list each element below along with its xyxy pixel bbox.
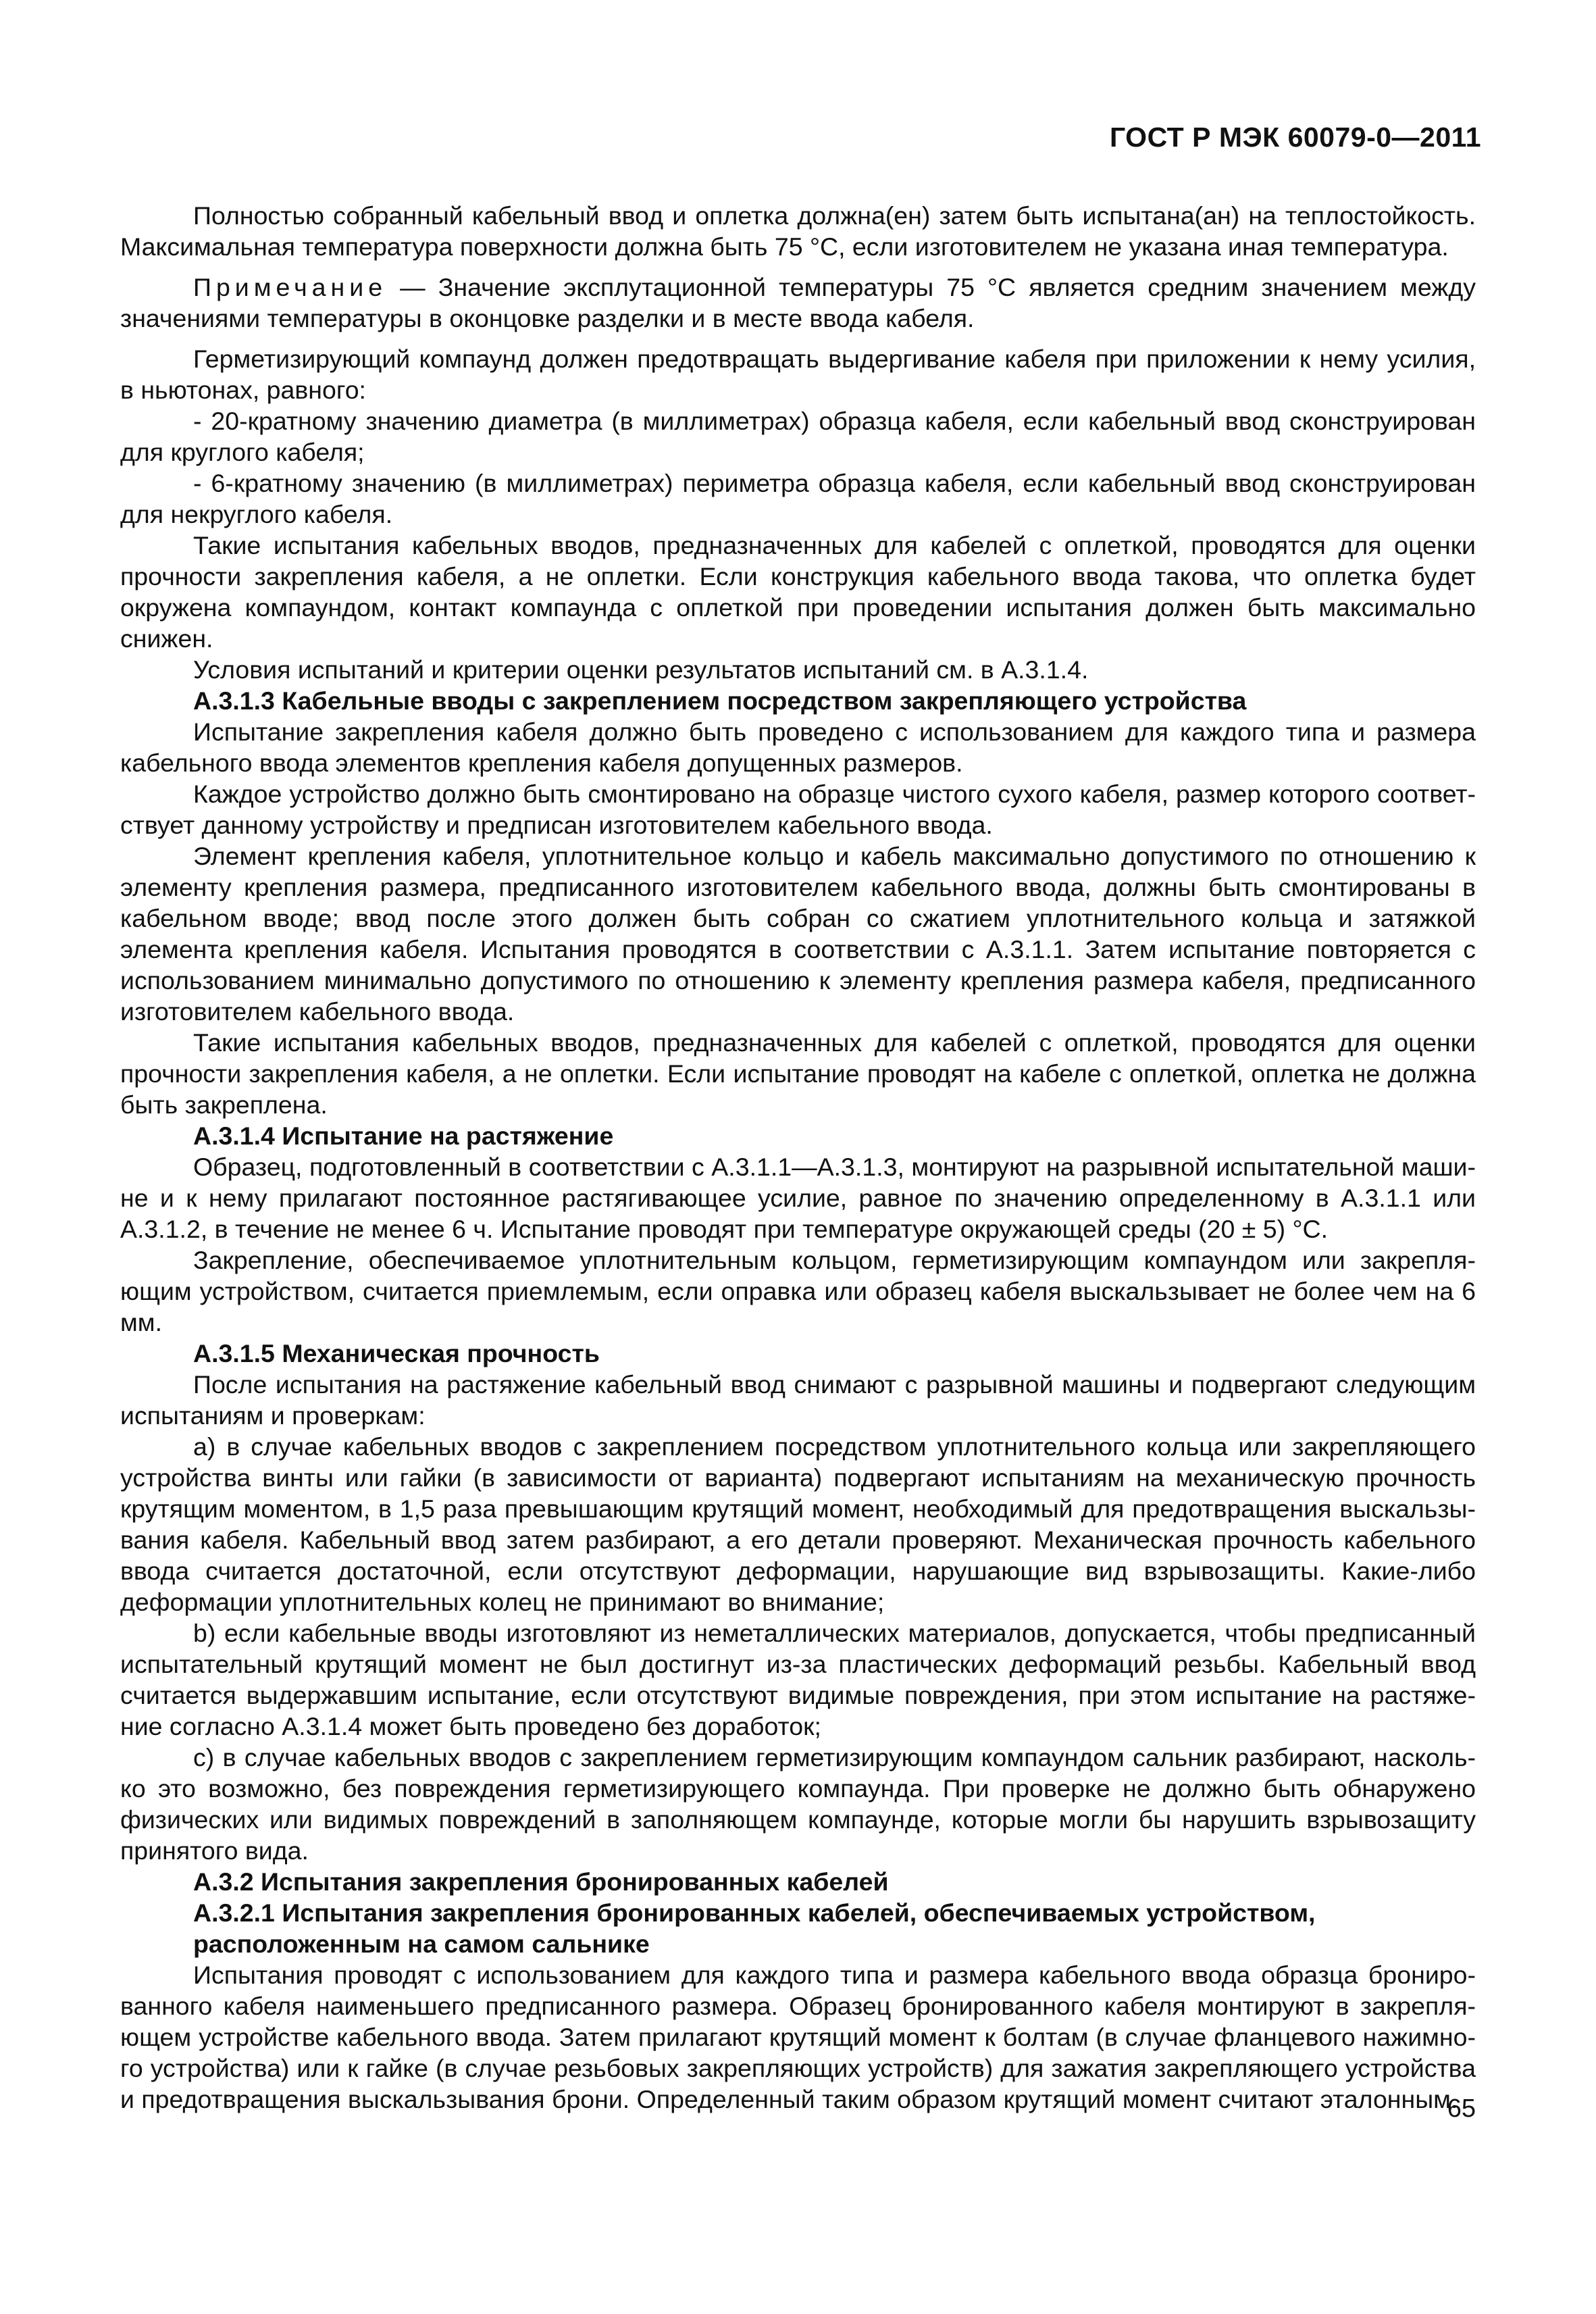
paragraph-mechanical-intro: После испытания на растяжение кабельный ввод снимают с разрывной машины и подвергают следующим испытаниям и проверкам: [120, 1370, 1476, 1430]
list-item-a: а) в случае кабельных вводов с закреплением посредством уплотнительного кольца или закрепляющего устройства винты или гайки (в зависимости от варианта) подвергают испытаниям на механическую прочность крутящим моментом, в 1,5 раза превышающим крутящий момент, необходимый для предотвращения выскальзывания кабеля. Кабельный ввод затем разбирают, а его детали проверяют. Механическая прочность кабельного ввода считается достаточной, если отсутствуют деформации, нарушающие вид взрывозащиты. Какие-либо деформации уплотнительных колец не принимают во внимание; [120, 1432, 1476, 1616]
heading-a314: А.3.1.4 Испытание на растяжение [193, 1122, 614, 1150]
list-item-b: b) если кабельные вводы изготовляют из неметаллических материалов, допускается, чтобы предписанный испытательный крутящий момент не был достигнут из-за пластических деформаций резьбы. Кабельный ввод считается выдержавшим испытание, если отсутствуют видимые повреждения, при этом испытание на растяжение согласно А.3.1.4 может быть проведено без доработок; [120, 1619, 1476, 1740]
note-label: Примечание [193, 273, 388, 301]
note-paragraph [120, 272, 1476, 334]
page-number: 65 [1447, 2094, 1476, 2123]
note-text: — Значение эксплутационной температуры 75 °С является средним значением между значениями температуры в оконцовке разделки и в месте ввода кабеля. [120, 273, 1476, 332]
heading-a313: А.3.1.3 Кабельные вводы с закреплением посредством закрепляющего устройства [193, 686, 1247, 715]
paragraph-test-conditions: Условия испытаний и критерии оценки результатов испытаний см. в А.3.1.4. [193, 655, 1089, 684]
paragraph-heat-resistance: Полностью собранный кабельный ввод и оплетка должна(ен) затем быть испытана(ан) на теплостойкость. Максимальная температура поверхности должна быть 75 °С, если изготовителем не указана иная температура. [120, 201, 1476, 261]
paragraph-braid-clamping: Такие испытания кабельных вводов, предназначенных для кабелей с оплеткой, проводятся для оценки прочности закрепления кабеля, а не оплетки. Если испытание проводят на кабеле с оплеткой, оплетка не должна быть закреплена. [120, 1028, 1476, 1119]
page-body [120, 200, 1476, 2115]
paragraph-armoured-tests: Испытания проводят с использованием для каждого типа и размера кабельного ввода образца бронированного кабеля наименьшего предписанного размера. Образец бронированного кабеля монтируют в закрепляющем устройстве кабельного ввода. Затем прилагают крутящий момент к болтам (в случае фланцевого нажимного устройства) или к гайке (в случае резьбовых закрепляющих устройств) для зажатия закрепляющего устройства и предотвращения выскальзывания брони. Определенный таким образом крутящий момент считают эталонным. [120, 1961, 1476, 2113]
paragraph-clamping-element: Элемент крепления кабеля, уплотнительное кольцо и кабель максимально допустимого по отношению к элементу крепления размера, предписанного изготовителем кабельного ввода, должны быть смонтированы в кабельном вводе; ввод после этого должен быть собран со сжатием уплотнительного кольца и затяжкой элемента крепления кабеля. Испытания проводятся в соответствии с А.3.1.1. Затем испытание повторяется с использованием минимально допустимого по отношению к элементу крепления размера кабеля, предписанного изготовителем кабельного ввода. [120, 842, 1476, 1026]
paragraph-tensile-sample: Образец, подготовленный в соответствии с А.3.1.1—А.3.1.3, монтируют на разрывной испытательной машине и к нему прилагают постоянное растягивающее усилие, равное по значению определенному в А.3.1.1 или А.3.1.2, в течение не менее 6 ч. Испытание проводят при температуре окружающей среды (20 ± 5) °С. [120, 1153, 1476, 1243]
heading-a315: А.3.1.5 Механическая прочность [193, 1339, 600, 1367]
heading-a32: А.3.2 Испытания закрепления бронированных кабелей [193, 1867, 889, 1896]
paragraph-device-mounting: Каждое устройство должно быть смонтировано на образце чистого сухого кабеля, размер которого соответствует данному устройству и предписан изготовителем кабельного ввода. [120, 780, 1476, 839]
document-standard-header: ГОСТ Р МЭК 60079-0—2011 [1109, 122, 1481, 153]
paragraph-tensile-criteria: Закрепление, обеспечиваемое уплотнительным кольцом, герметизирующим компаундом или закрепляющим устройством, считается приемлемым, если оправка или образец кабеля выскальзывает не более чем на 6 мм. [120, 1246, 1476, 1336]
list-item-nonround-cable: - 6-кратному значению (в миллиметрах) периметра образца кабеля, если кабельный ввод сконструирован для некруглого кабеля. [120, 469, 1476, 528]
paragraph-braid-tests: Такие испытания кабельных вводов, предназначенных для кабелей с оплеткой, проводятся для оценки прочности закрепления кабеля, а не оплетки. Если конструкция кабельного ввода такова, что оплетка будет окружена компаундом, контакт компаунда с оплеткой при проведении испытания должен быть максимально снижен. [120, 531, 1476, 653]
heading-a321-line1: А.3.2.1 Испытания закрепления бронированных кабелей, обеспечиваемых устройством, [193, 1898, 1316, 1927]
paragraph-compound-force: Герметизирующий компаунд должен предотвращать выдергивание кабеля при приложении к нему усилия, в ньютонах, равного: [120, 345, 1476, 404]
heading-a321-line2: расположенным на самом сальнике [193, 1930, 650, 1958]
heading-a321 [120, 1897, 1476, 1959]
paragraph-clamping-test: Испытание закрепления кабеля должно быть проведено с использованием для каждого типа и размера кабельного ввода элементов крепления кабеля допущенных размеров. [120, 718, 1476, 777]
list-item-c: с) в случае кабельных вводов с закреплением герметизирующим компаундом сальник разбирают, насколько это возможно, без повреждения герметизирующего компаунда. При проверке не должно быть обнаружено физических или видимых повреждений в заполняющем компаунде, которые могли бы нарушить взрывозащиту принятого вида. [120, 1743, 1476, 1865]
list-item-round-cable: - 20-кратному значению диаметра (в миллиметрах) образца кабеля, если кабельный ввод сконструирован для круглого кабеля; [120, 407, 1476, 466]
